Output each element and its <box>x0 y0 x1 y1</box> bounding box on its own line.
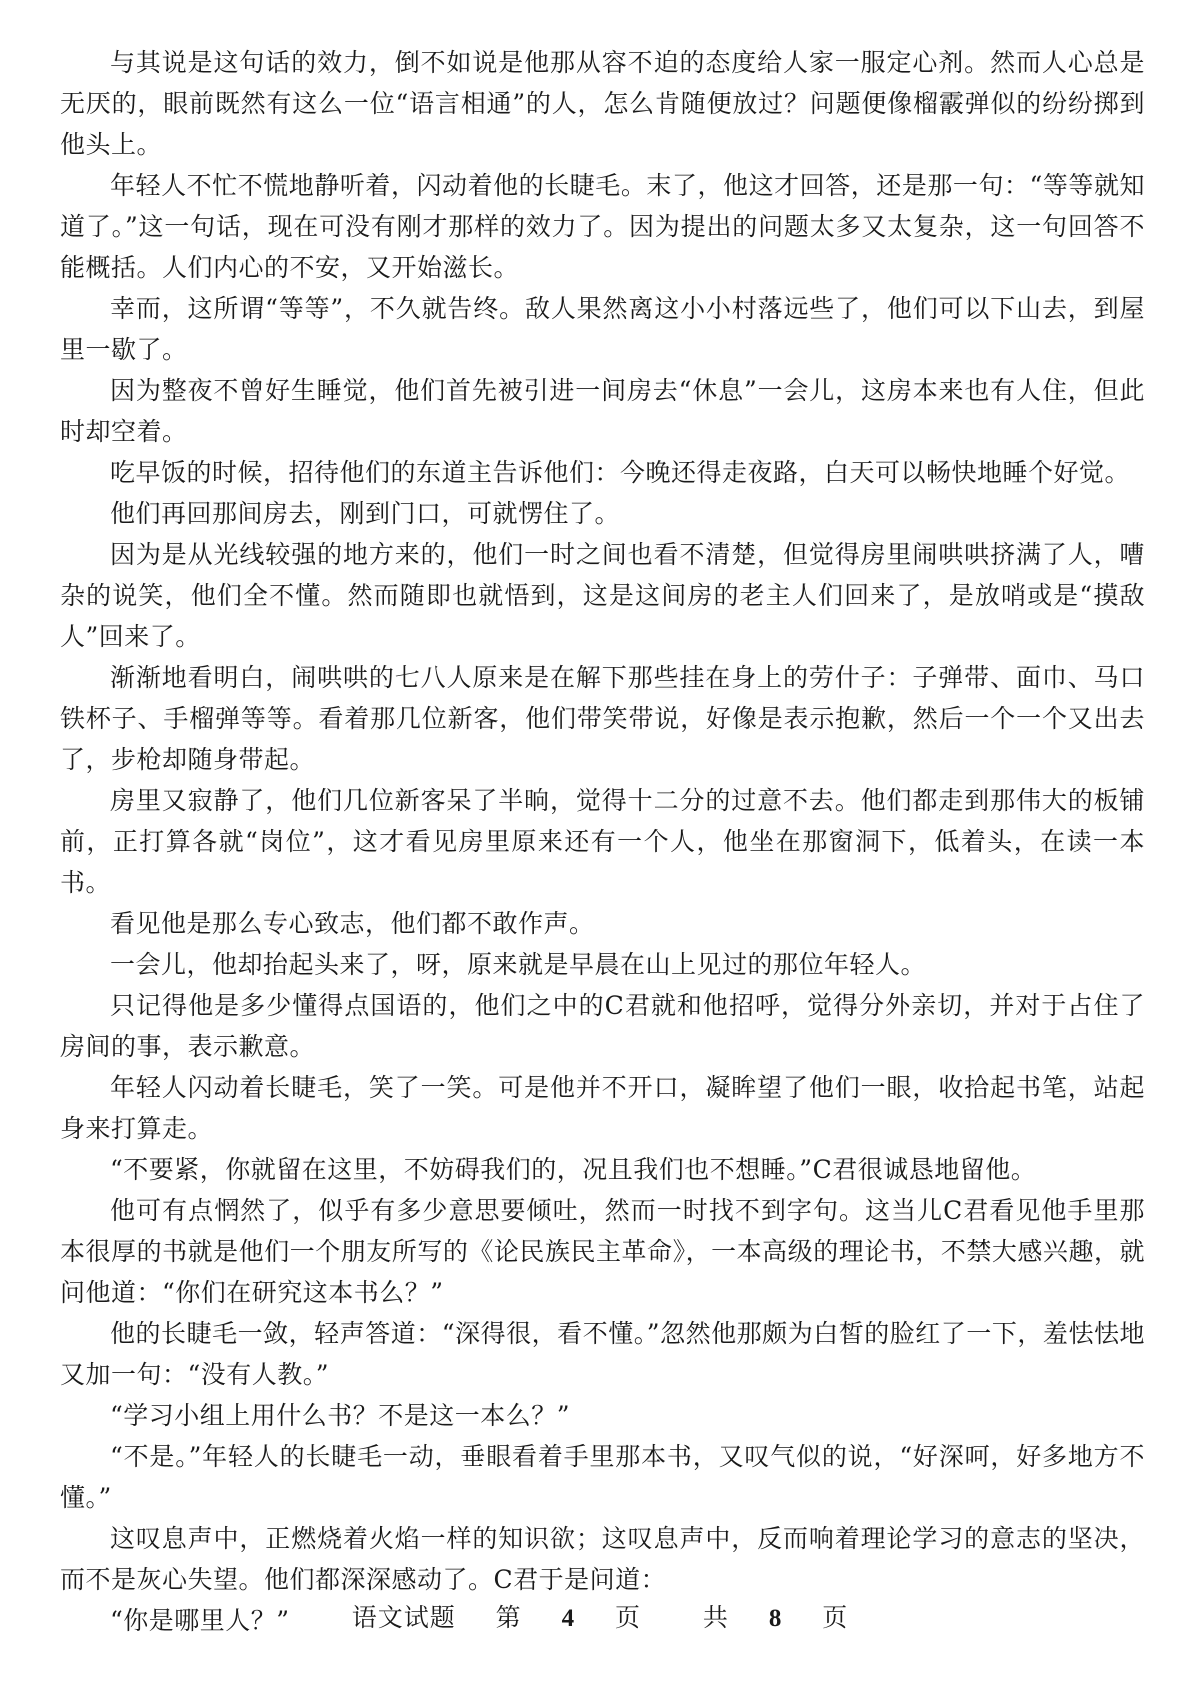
footer-total-pages: 8 <box>768 1605 783 1632</box>
paragraph-1: 与其说是这句话的效力，倒不如说是他那从容不迫的态度给人家一服定心剂。然而人心总是无厌的，眼前既然有这么一位“语言相通”的人，怎么肯随便放过？问题便像榴霰弹似的纷纷掷到他头上。 <box>60 48 1145 159</box>
paragraph-10: 看见他是那么专心致志，他们都不敢作声。 <box>110 909 595 938</box>
paragraph-16: 他的长睫毛一敛，轻声答道：“深得很，看不懂。”忽然他那颇为白皙的脸红了一下，羞怯怯地又加一句：“没有人教。” <box>60 1319 1145 1389</box>
paragraph-17: “学习小组上用什么书？不是这一本么？” <box>110 1401 571 1430</box>
paragraph-20: “你是哪里人？” <box>110 1606 290 1635</box>
paragraph-5: 吃早饭的时候，招待他们的东道主告诉他们：今晚还得走夜路，白天可以畅快地睡个好觉。 <box>110 458 1131 487</box>
footer-page-number: 4 <box>561 1605 576 1632</box>
footer-ye: 页 <box>614 1603 641 1632</box>
document-body <box>60 42 1145 1641</box>
footer-subject: 语文试题 <box>351 1603 456 1632</box>
paragraph-14: “不要紧，你就留在这里，不妨碍我们的，况且我们也不想睡。”C君很诚恳地留他。 <box>110 1155 1037 1184</box>
paragraph-13: 年轻人闪动着长睫毛，笑了一笑。可是他并不开口，凝眸望了他们一眼，收拾起书笔，站起身来打算走。 <box>60 1073 1145 1143</box>
paragraph-19: 这叹息声中，正燃烧着火焰一样的知识欲；这叹息声中，反而响着理论学习的意志的坚决，而不是灰心失望。他们都深深感动了。C君于是问道： <box>60 1524 1145 1594</box>
footer-ye2: 页 <box>822 1603 849 1632</box>
paragraph-6: 他们再回那间房去，刚到门口，可就愣住了。 <box>110 499 621 528</box>
paragraph-8: 渐渐地看明白，闹哄哄的七八人原来是在解下那些挂在身上的劳什子：子弹带、面巾、马口铁杯子、手榴弹等等。看着那几位新客，他们带笑带说，好像是表示抱歉，然后一个一个又出去了，步枪却随身带起。 <box>60 663 1145 774</box>
page-footer <box>0 1598 1200 1634</box>
paragraph-7: 因为是从光线较强的地方来的，他们一时之间也看不清楚，但觉得房里闹哄哄挤满了人，嘈杂的说笑，他们全不懂。然而随即也就悟到，这是这间房的老主人们回来了，是放哨或是“摸敌人”回来了。 <box>60 540 1145 651</box>
footer-gong: 共 <box>702 1603 729 1632</box>
paragraph-4: 因为整夜不曾好生睡觉，他们首先被引进一间房去“休息”一会儿，这房本来也有人住，但此时却空着。 <box>60 376 1145 446</box>
paragraph-3: 幸而，这所谓“等等”，不久就告终。敌人果然离这小小村落远些了，他们可以下山去，到屋里一歇了。 <box>60 294 1145 364</box>
paragraph-12: 只记得他是多少懂得点国语的，他们之中的C君就和他招呼，觉得分外亲切，并对于占住了房间的事，表示歉意。 <box>60 991 1145 1061</box>
paragraph-9: 房里又寂静了，他们几位新客呆了半晌，觉得十二分的过意不去。他们都走到那伟大的板铺前，正打算各就“岗位”，这才看见房里原来还有一个人，他坐在那窗洞下，低着头，在读一本书。 <box>60 786 1145 897</box>
paragraph-2: 年轻人不忙不慌地静听着，闪动着他的长睫毛。末了，他这才回答，还是那一句：“等等就知道了。”这一句话，现在可没有刚才那样的效力了。因为提出的问题太多又太复杂，这一句回答不能概括。人们内心的不安，又开始滋长。 <box>60 171 1145 282</box>
footer-di: 第 <box>495 1603 522 1632</box>
paragraph-11: 一会儿，他却抬起头来了，呀，原来就是早晨在山上见过的那位年轻人。 <box>110 950 927 979</box>
paragraph-15: 他可有点惘然了，似乎有多少意思要倾吐，然而一时找不到字句。这当儿C君看见他手里那本很厚的书就是他们一个朋友所写的《论民族民主革命》，一本高级的理论书，不禁大感兴趣，就问他道：“你们在研究这本书么？” <box>60 1196 1145 1307</box>
paragraph-18: “不是。”年轻人的长睫毛一动，垂眼看着手里那本书，又叹气似的说，“好深呵，好多地方不懂。” <box>60 1442 1145 1512</box>
